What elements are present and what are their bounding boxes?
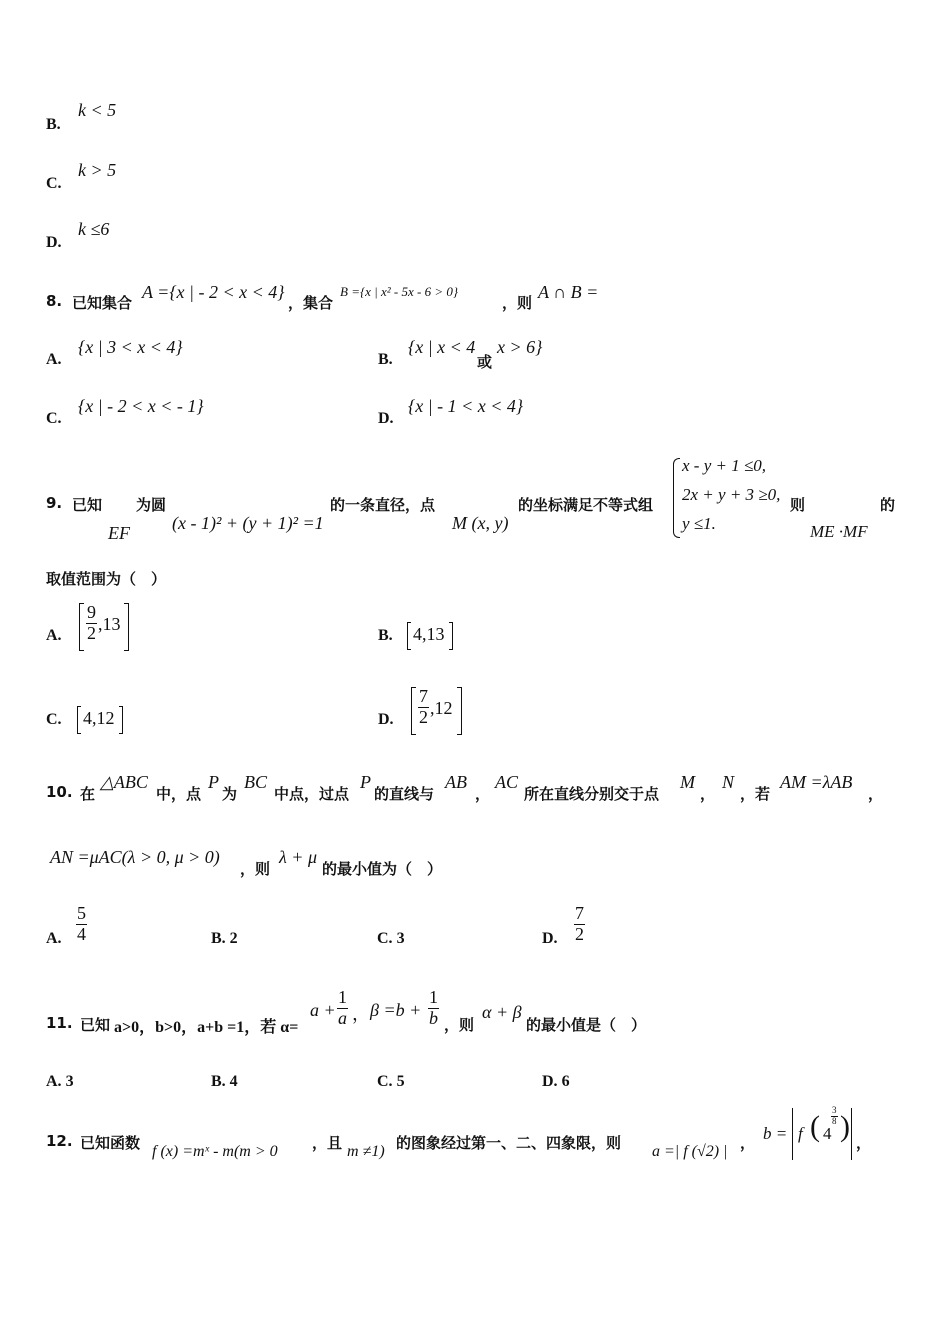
q8-text-3: ，则 [502, 294, 533, 312]
q8-option-b-label: B. [378, 351, 393, 368]
q11-condition: a>0，b>0，a+b =1，若 α= [114, 1019, 299, 1036]
q7-option-d-math: k ≤6 [78, 219, 110, 239]
q12-a: a =| f (√2) | [652, 1143, 728, 1160]
q12-b-abs-left [792, 1108, 793, 1160]
q12-text-1: 已知函数 [80, 1134, 141, 1152]
q10-lambda-mu: λ + μ [279, 847, 317, 867]
q8-option-c-label: C. [46, 410, 62, 427]
q9-option-c-right-bracket [119, 706, 123, 734]
q10-text-3: 为 [222, 785, 238, 803]
q9-option-d-numerator: 7 [419, 686, 428, 706]
q9-vector-product: ME ·MF [810, 522, 868, 541]
q10-option-b-value: 2 [229, 930, 238, 947]
q8-text-2: ，集合 [288, 294, 334, 312]
q11-text-3: 的最小值是（ ） [526, 1016, 647, 1034]
q12-condition: m ≠1) [347, 1143, 385, 1160]
q10-text-1: 在 [80, 785, 96, 803]
q8-option-c-math: {x | - 2 < x < - 1} [78, 396, 204, 416]
q10-an: AN =μAC(λ > 0, μ > 0) [50, 847, 220, 867]
q12-b-paren-left: ( [810, 1110, 820, 1143]
q10-option-d-fraction [574, 904, 585, 945]
q9-system-line-1: x - y + 1 ≤0, [682, 456, 767, 475]
q10-point-p: P [208, 772, 219, 792]
q8-option-b-math-1: {x | x < 4 [408, 337, 476, 357]
q8-expression: A ∩ B = [538, 282, 599, 302]
q10-text-7: ，若 [740, 785, 771, 803]
q11-option-d [542, 1073, 570, 1091]
q9-option-d-fraction [418, 687, 429, 728]
q9-text-6: 的 [880, 496, 896, 514]
q9-option-a-right-bracket [124, 603, 129, 651]
q9-option-a-label: A. [46, 627, 62, 644]
q11-option-b-value: 4 [229, 1073, 238, 1090]
q7-option-d-label: D. [46, 234, 62, 251]
q10-option-d-denominator: 2 [575, 923, 584, 944]
q10-option-b-label: B. [211, 930, 226, 947]
q11-option-b [211, 1073, 238, 1091]
q10-text-4: 中点，过点 [274, 785, 350, 803]
q11-text-1: 已知 [80, 1016, 111, 1034]
q10-text-5: 的直线与 [374, 785, 435, 803]
q10-option-b [211, 930, 238, 948]
q10-option-a-fraction [76, 904, 87, 945]
q11-beta-denominator: b [429, 1007, 438, 1028]
q11-option-b-label: B. [211, 1073, 226, 1090]
q11-option-a-value: 3 [65, 1073, 74, 1090]
q10-text-2: 中，点 [156, 785, 202, 803]
q9-option-b-left-bracket [407, 622, 411, 650]
q10-text-9: 的最小值为（ ） [322, 860, 443, 878]
q8-number: 8. [46, 292, 63, 310]
q9-number: 9. [46, 494, 63, 512]
q12-b-abs-right [851, 1108, 852, 1160]
q8-text-1: 已知集合 [72, 294, 133, 312]
q9-system-line-3: y ≤1. [682, 514, 716, 533]
q8-option-a-math: {x | 3 < x < 4} [78, 337, 183, 357]
q8-option-b-math-2: x > 6} [497, 337, 543, 357]
q10-option-c [377, 930, 405, 948]
q11-number: 11. [46, 1014, 73, 1032]
q12-b-prefix: b = [763, 1124, 788, 1143]
q9-option-d-right-bracket [457, 687, 462, 735]
q10-option-d-label: D. [542, 930, 558, 947]
q10-point-n: N [722, 772, 735, 792]
q12-end: ， [856, 1134, 872, 1152]
q9-text-3: 的一条直径，点 [330, 496, 436, 514]
q12-b-paren-right: ) [840, 1110, 850, 1143]
q9-text-1: 已知 [72, 496, 103, 514]
q11-alpha-fraction [337, 988, 348, 1029]
q11-separator: ， [352, 1004, 370, 1024]
q8-set-b: B ={x | x² - 5x - 6 > 0} [340, 284, 459, 299]
q10-point-p2: P [360, 772, 371, 792]
q10-option-a-numerator: 5 [77, 903, 86, 923]
q10-comma-1: ， [475, 785, 491, 803]
q8-option-b-or: 或 [477, 353, 493, 371]
q10-option-a-denominator: 4 [77, 923, 86, 944]
q12-b-base: 4 [823, 1124, 832, 1143]
q7-option-b-label: B. [46, 116, 61, 133]
q10-option-d-numerator: 7 [575, 903, 584, 923]
q11-option-d-value: 6 [561, 1073, 570, 1090]
q10-ac: AC [495, 772, 519, 792]
q10-am: AM =λAB [780, 772, 853, 792]
q10-text-6: 所在直线分别交于点 [524, 785, 660, 803]
q11-alpha-a: a + [310, 1000, 336, 1020]
q10-triangle: △ABC [100, 772, 148, 792]
q9-text-2: 为圆 [136, 496, 167, 514]
q7-option-c-label: C. [46, 175, 62, 192]
q10-option-c-label: C. [377, 930, 393, 947]
q11-beta-fraction [428, 988, 439, 1029]
q7-option-b-math: k < 5 [78, 100, 117, 120]
q11-option-a [46, 1073, 74, 1091]
q11-option-c-label: C. [377, 1073, 393, 1090]
q8-option-d-label: D. [378, 410, 394, 427]
q9-option-a-denominator: 2 [87, 622, 96, 643]
q12-function: f (x) =mˣ - m(m > 0 [152, 1143, 278, 1160]
q9-text-5: 则 [790, 496, 806, 514]
q11-beta: β =b + [370, 1000, 422, 1020]
q7-option-c-math: k > 5 [78, 160, 117, 180]
q12-b-exponent [831, 1106, 838, 1127]
q10-bc: BC [244, 772, 268, 792]
q9-system-brace [673, 458, 680, 538]
q10-option-c-value: 3 [396, 930, 405, 947]
q9-option-a-left-bracket [79, 603, 84, 651]
q8-option-a-label: A. [46, 351, 62, 368]
q9-option-c-label: C. [46, 711, 62, 728]
q9-option-d-left-bracket [411, 687, 416, 735]
q12-text-2: ，且 [312, 1134, 343, 1152]
q9-option-a-rest: ,13 [98, 614, 121, 634]
q8-option-d-math: {x | - 1 < x < 4} [408, 396, 524, 416]
q9-option-b-right-bracket [449, 622, 453, 650]
q11-option-c [377, 1073, 405, 1091]
q9-ef: EF [108, 523, 130, 543]
q9-option-a-numerator: 9 [87, 602, 96, 622]
q9-option-d-label: D. [378, 711, 394, 728]
q10-option-a-label: A. [46, 930, 62, 947]
q12-b-f: f [798, 1124, 803, 1143]
q11-alpha-denominator: a [338, 1007, 347, 1028]
q10-ab: AB [445, 772, 467, 792]
q9-system-line-2: 2x + y + 3 ≥0, [682, 485, 781, 504]
q8-set-a: A ={x | - 2 < x < 4} [142, 282, 285, 302]
q11-option-d-label: D. [542, 1073, 558, 1090]
q9-circle-equation: (x - 1)² + (y + 1)² =1 [172, 513, 324, 533]
q11-text-2: ，则 [444, 1016, 475, 1034]
q9-option-c-left-bracket [77, 706, 81, 734]
q11-beta-numerator: 1 [429, 987, 438, 1007]
q10-point-m: M [680, 772, 695, 792]
q9-option-a-fraction [86, 603, 97, 644]
q9-option-b-math: 4,13 [413, 624, 445, 644]
q12-comma: ， [740, 1134, 756, 1152]
q11-sum: α + β [482, 1002, 522, 1022]
q9-option-c-math: 4,12 [83, 708, 115, 728]
q9-option-d-rest: ,12 [430, 698, 453, 718]
q10-number: 10. [46, 783, 73, 801]
q11-option-c-value: 5 [396, 1073, 405, 1090]
q11-option-a-label: A. [46, 1073, 62, 1090]
q12-b-exponent-denominator: 8 [832, 1115, 837, 1126]
q10-comma-2: ， [700, 785, 716, 803]
q10-text-8: ，则 [240, 860, 271, 878]
q9-point: M (x, y) [452, 513, 509, 533]
q12-text-3: 的图象经过第一、二、四象限，则 [396, 1134, 622, 1152]
q9-option-b-label: B. [378, 627, 393, 644]
q11-alpha-numerator: 1 [338, 987, 347, 1007]
q12-number: 12. [46, 1132, 73, 1150]
q10-comma-3: ， [868, 785, 884, 803]
q9-text-7: 取值范围为（ ） [46, 570, 167, 588]
q12-b-exponent-numerator: 3 [832, 1105, 837, 1115]
q9-option-d-denominator: 2 [419, 706, 428, 727]
q9-text-4: 的坐标满足不等式组 [518, 496, 654, 514]
